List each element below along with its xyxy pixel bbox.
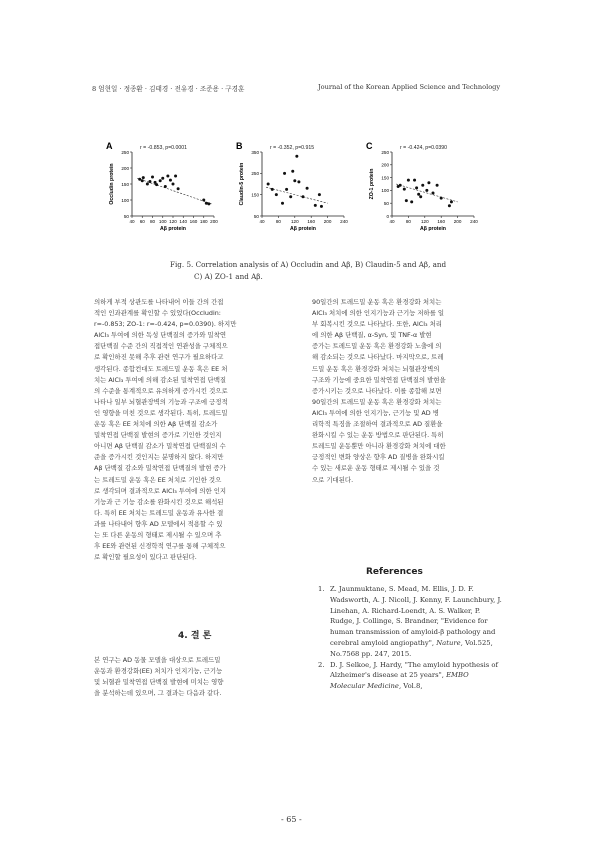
data-point xyxy=(436,184,439,187)
reference-text: Z. Jaunmuktane, S. Mead, M. Ellis, J. D. F. Wadsworth, A. J. Nicoll, J. Kenny, F. Launchbury, J. Linehan, A. Richard-Loendt, A. S. Walker, P. Rudge, J. Collinge, S. Brandner, "Evidence for human transmission of amyloid-β pathology and cerebral amyloid angiopathy", xyxy=(330,585,502,647)
y-tick-label: 200 xyxy=(381,162,389,168)
y-axis-title: Claudin-5 protein xyxy=(239,162,245,206)
data-point xyxy=(448,204,451,207)
data-point xyxy=(403,188,406,191)
reference-journal: Nature, xyxy=(436,638,463,647)
x-tick-label: 160 xyxy=(437,219,446,224)
data-point xyxy=(297,180,300,183)
data-point xyxy=(202,199,205,202)
chart-panel-a xyxy=(104,140,229,249)
reference-item xyxy=(318,660,504,692)
data-point xyxy=(314,204,317,207)
data-point xyxy=(407,179,410,182)
data-point xyxy=(293,179,296,182)
y-tick-label: 50 xyxy=(383,201,389,206)
page-number: - 65 - xyxy=(281,815,302,824)
x-tick-label: 40 xyxy=(129,219,135,224)
x-tick-label: 80 xyxy=(149,219,156,224)
data-point xyxy=(172,183,175,186)
data-point xyxy=(164,185,167,188)
y-tick-label: 100 xyxy=(381,188,389,194)
reference-tail: Vol.8, xyxy=(401,682,423,691)
scatter-chart xyxy=(234,140,359,245)
data-point xyxy=(425,189,428,192)
scatter-chart xyxy=(104,140,229,245)
data-point xyxy=(415,186,418,189)
data-point xyxy=(205,202,208,205)
conclusion-paragraph: 본 연구는 AD 동물 모델을 대상으로 트레드밀 운동과 환경강화(EE) 처치가 인지기능, 근기능 및 뇌혈관 밀착연접 단백질 발현에 미치는 영향 을 분석하는데 있으며, 그 결과는 다음과 같다. xyxy=(94,656,224,698)
reference-number: 2. xyxy=(318,660,325,669)
data-point xyxy=(320,205,323,208)
y-tick-label: 0 xyxy=(386,213,389,219)
x-axis-title: Aβ protein xyxy=(420,226,446,232)
reference-item xyxy=(318,584,504,660)
data-point xyxy=(141,179,144,182)
reference-number: 1. xyxy=(318,585,325,593)
panel-label: B xyxy=(236,141,243,151)
data-point xyxy=(291,170,294,173)
body-right-column xyxy=(312,297,502,486)
data-point xyxy=(417,193,420,196)
y-tick-label: 150 xyxy=(381,175,389,181)
data-point xyxy=(318,193,321,196)
data-point xyxy=(405,199,408,202)
x-tick-label: 200 xyxy=(210,219,218,224)
data-point xyxy=(440,197,443,200)
trend-line xyxy=(137,178,211,204)
data-point xyxy=(399,184,402,187)
x-tick-label: 120 xyxy=(290,219,299,224)
x-tick-label: 140 xyxy=(179,219,188,224)
data-point xyxy=(177,187,180,190)
correlation-stat: r = -0.352, p=0.915 xyxy=(270,145,315,151)
reference-text: D. J. Selkoe, J. Hardy, "The amyloid hypothesis of Alzheimer's disease at 25 years", xyxy=(330,660,499,680)
y-tick-label: 50 xyxy=(253,213,259,219)
chart-panel-b xyxy=(234,140,359,249)
y-tick-label: 250 xyxy=(381,149,389,155)
data-point xyxy=(450,200,453,203)
y-tick-label: 100 xyxy=(121,197,129,203)
data-point xyxy=(306,187,309,190)
caption-line-2: C) A) ZO-1 and Aβ. xyxy=(194,271,263,281)
reference-tail: Vol.525, No.7568 pp. 247, 2015. xyxy=(330,638,493,658)
x-tick-label: 40 xyxy=(259,219,265,224)
data-point xyxy=(432,191,435,194)
x-tick-label: 180 xyxy=(199,219,208,224)
correlation-stat: r = -0.853, p=0.0001 xyxy=(140,145,188,151)
data-point xyxy=(155,183,158,186)
x-tick-label: 200 xyxy=(323,219,332,224)
data-point xyxy=(146,183,149,186)
x-axis-title: Aβ protein xyxy=(290,226,316,232)
data-point xyxy=(275,193,278,196)
references-heading: References xyxy=(366,567,423,577)
running-header-journal: Journal of the Korean Applied Science and Technology xyxy=(318,83,501,91)
x-tick-label: 160 xyxy=(307,219,316,224)
data-point xyxy=(295,155,298,158)
data-point xyxy=(207,202,210,205)
reference-journal: EMBO Molecular Medicine, xyxy=(330,671,469,691)
data-point xyxy=(159,179,162,182)
correlation-stat: r = -0.424, p=0.0390 xyxy=(400,145,448,151)
y-tick-label: 350 xyxy=(251,149,259,155)
y-tick-label: 200 xyxy=(121,165,129,171)
conclusion-heading: 4. 결 론 xyxy=(178,631,212,641)
y-axis-title: Occludin protein xyxy=(109,163,115,205)
scatter-chart xyxy=(364,140,489,245)
x-tick-label: 80 xyxy=(405,219,411,224)
x-tick-label: 80 xyxy=(275,219,281,224)
x-axis-title: Aβ protein xyxy=(160,226,186,232)
data-point xyxy=(161,177,164,180)
data-point xyxy=(283,172,286,175)
x-tick-label: 120 xyxy=(169,219,177,224)
data-point xyxy=(427,181,430,184)
data-point xyxy=(419,195,422,198)
y-axis-title: ZO-1 protein xyxy=(369,168,375,200)
panel-label: C xyxy=(366,141,373,151)
x-tick-label: 40 xyxy=(389,219,395,224)
data-point xyxy=(285,188,288,191)
data-point xyxy=(302,195,305,198)
x-tick-label: 240 xyxy=(470,219,478,224)
body-left-column xyxy=(94,297,298,563)
data-point xyxy=(289,195,292,198)
data-point xyxy=(413,179,416,182)
figure-caption xyxy=(170,259,490,282)
conclusion-text-block xyxy=(94,655,298,699)
data-point xyxy=(148,180,151,183)
x-tick-label: 120 xyxy=(420,219,429,224)
data-point xyxy=(267,183,270,186)
data-point xyxy=(151,175,154,178)
x-tick-label: 60 xyxy=(139,219,145,224)
data-point xyxy=(281,202,284,205)
panel-label: A xyxy=(106,141,113,151)
x-tick-label: 160 xyxy=(189,219,198,224)
x-tick-label: 100 xyxy=(158,219,167,224)
references-list xyxy=(318,584,504,692)
y-tick-label: 250 xyxy=(121,149,129,155)
y-tick-label: 250 xyxy=(251,171,259,177)
x-tick-label: 240 xyxy=(340,219,348,224)
chart-panel-c xyxy=(364,140,489,249)
data-point xyxy=(142,176,145,179)
trend-line xyxy=(396,184,458,202)
data-point xyxy=(138,178,141,181)
running-header-authors: 8 엄현일 · 정종환 · 김태경 · 전유경 · 조준용 · 구경훈 xyxy=(92,85,245,93)
data-point xyxy=(421,184,424,187)
right-paragraph: 90일간의 트레드밀 운동 혹은 환경강화 처치는 AlCl₃ 처치에 의한 인지기능과 근기능 저하를 일 부 회복시킨 것으로 나타났다. 또한, AlCl₃ 처리 에 의한 Aβ 단백질, α-Syn, 및 TNF-α 발현 증가는 트레드밀 운동 혹은 환경강화 노출에 의 해 감소되는 것으로 나타났다. 마지막으로, 트레 드밀 운동 혹은 환경강화 처치는 뇌혈관장벽의 구조와 기능에 중요한 밀착연접 단백질의 발현을 증가시키는 것으로 나타났다. 이를 종합해 보면 90일간의 트레드밀 운동 혹은 환경강화 처치는 AlCl₃ 투여에 의한 인지기능, 근기능 및 AD 병 리학적 특징을 조절하여 결과적으로 AD 질환을 완화시킬 수 있는 운동 방법으로 판단된다. 특히 트레드밀 운동뿐만 아니라 환경강화 처치에 대한 긍정적인 변화 양상은 향후 AD 질병을 완화시킬 수 있는 새로운 운동 형태로 제시될 수 있을 것 으로 기대된다. xyxy=(312,298,446,484)
data-point xyxy=(174,175,177,178)
caption-line-1: Fig. 5. Correlation analysis of A) Occludin and Aβ, B) Claudin-5 and Aβ, and xyxy=(170,260,447,269)
left-paragraph: 의하게 부적 상관도를 나타내어 이들 간의 간접 적인 인과관계를 확인할 수 있었다(Occludin: r=-0.853; ZO-1: r=-0.424, p=0.0390). 하지만 AlCl₃ 투여에 의한 독성 단백질의 증가와 밀착연 접단백질 수준 간의 직접적인 연관성을 구체적으 로 확인하진 못해 추후 관련 연구가 필요하다고 생각된다. 종합컨대도 트레드밀 운동 혹은 EE 처 치는 AlCl₃ 투여에 의해 감소된 밀착연접 단백질 의 수준을 통계적으로 유의하게 증가시킨 것으로 나타나 일부 뇌혈관장벽의 기능과 구조에 긍정적 인 영향을 미친 것으로 생각된다. 특히, 트레드밀 운동 혹은 EE 처치에 의한 Aβ 단백질 감소가 밀착연접 단백질 발현의 증가로 기인한 것인지 아니면 Aβ 단백질 감소가 밀착연접 단백질의 수 준을 증가시킨 것인지는 분명하지 않다. 하지만 Aβ 단백질 감소와 밀착연접 단백질의 발현 증가 는 트레드밀 운동 혹은 EE 처치로 기인한 것으 로 생각되며 결과적으로 AlCl₃ 투여에 의한 인지 기능과 근 기능 감소를 완화시킨 것으로 해석된 다. 특히 EE 처치는 트레드밀 운동과 유사한 결 과를 나타내어 향후 AD 모델에서 적용할 수 있 는 또 다른 운동의 형태로 제시될 수 있으며 추 후 EE와 관련된 신경학적 연구를 통해 구체적으 로 확인할 필요성이 있다고 판단된다. xyxy=(94,298,237,562)
y-tick-label: 150 xyxy=(251,192,259,198)
y-tick-label: 50 xyxy=(123,213,129,219)
x-tick-label: 200 xyxy=(453,219,462,224)
data-point xyxy=(166,175,169,178)
y-tick-label: 150 xyxy=(121,181,129,187)
data-point xyxy=(271,188,274,191)
data-point xyxy=(410,200,413,203)
data-point xyxy=(169,179,172,182)
